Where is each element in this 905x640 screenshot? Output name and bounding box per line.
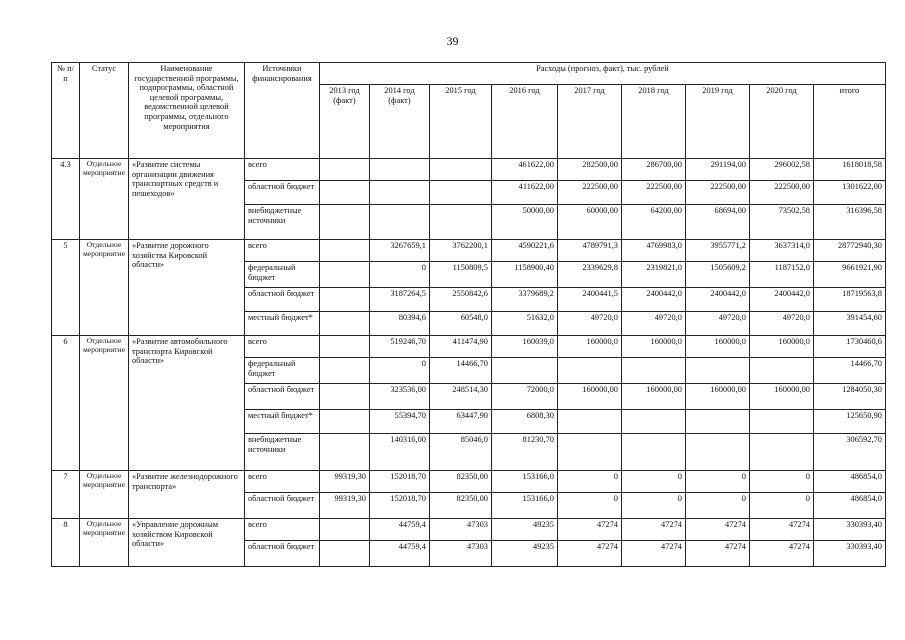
value-cell: 3187264,5: [369, 288, 429, 312]
value-cell: [319, 336, 369, 358]
value-cell: 1187152,0: [749, 262, 813, 288]
row-source: внебюджетные источники: [244, 434, 319, 471]
row-source: местный бюджет*: [244, 312, 319, 336]
row-source: областной бюджет: [244, 288, 319, 312]
value-cell: 1158900,40: [491, 262, 557, 288]
value-cell: [319, 288, 369, 312]
value-cell: 3762200,1: [429, 240, 491, 262]
row-number: 4.3: [52, 159, 80, 240]
table-body: [52, 159, 886, 567]
table-row: [52, 240, 886, 262]
value-cell: 63447,90: [429, 410, 491, 434]
value-cell: 411474,90: [429, 336, 491, 358]
value-cell: 99319,30: [319, 471, 369, 493]
value-cell: 60000,00: [557, 205, 621, 240]
value-cell: 2400442,0: [685, 288, 749, 312]
total-cell: 391454,60: [813, 312, 885, 336]
total-cell: 1730460,6: [813, 336, 885, 358]
value-cell: 0: [369, 358, 429, 384]
value-cell: 0: [621, 471, 685, 493]
row-name: «Развитие системы организации движения транспортных средств и пешеходов»: [128, 159, 244, 240]
total-cell: 486854,0: [813, 493, 885, 519]
value-cell: [685, 410, 749, 434]
value-cell: 81230,70: [491, 434, 557, 471]
header-expenses: Расходы (прогноз, факт), тыс. рублей: [319, 63, 885, 85]
value-cell: 323536,00: [369, 384, 429, 410]
value-cell: 3379689,2: [491, 288, 557, 312]
value-cell: 80394,6: [369, 312, 429, 336]
total-cell: 28772940,30: [813, 240, 885, 262]
header-year: 2019 год: [685, 85, 749, 159]
value-cell: [319, 240, 369, 262]
value-cell: [319, 541, 369, 567]
value-cell: 1150809,5: [429, 262, 491, 288]
value-cell: [557, 358, 621, 384]
value-cell: 47274: [621, 519, 685, 541]
value-cell: 73502,58: [749, 205, 813, 240]
value-cell: 160000,00: [685, 384, 749, 410]
value-cell: [685, 358, 749, 384]
value-cell: 291194,00: [685, 159, 749, 181]
value-cell: 47274: [749, 541, 813, 567]
value-cell: 160000,00: [557, 384, 621, 410]
value-cell: [685, 434, 749, 471]
value-cell: [319, 181, 369, 205]
value-cell: 47274: [685, 541, 749, 567]
header-year: 2018 год: [621, 85, 685, 159]
value-cell: 47274: [685, 519, 749, 541]
row-number: 7: [52, 471, 80, 519]
row-name: «Развитие дорожного хозяйства Кировской области»: [128, 240, 244, 336]
row-source: местный бюджет*: [244, 410, 319, 434]
value-cell: 72000,0: [491, 384, 557, 410]
value-cell: 152018,70: [369, 493, 429, 519]
value-cell: 47274: [557, 541, 621, 567]
page-number: 39: [446, 34, 459, 48]
value-cell: 85046,0: [429, 434, 491, 471]
value-cell: 286700,00: [621, 159, 685, 181]
value-cell: 140316,00: [369, 434, 429, 471]
value-cell: 3267659,1: [369, 240, 429, 262]
value-cell: 0: [685, 493, 749, 519]
value-cell: 0: [621, 493, 685, 519]
value-cell: 160039,0: [491, 336, 557, 358]
table-row: [52, 336, 886, 358]
value-cell: 3637314,0: [749, 240, 813, 262]
value-cell: 0: [557, 471, 621, 493]
value-cell: [319, 205, 369, 240]
table-row: [52, 471, 886, 493]
value-cell: 4769983,0: [621, 240, 685, 262]
value-cell: [749, 358, 813, 384]
row-source: областной бюджет: [244, 384, 319, 410]
value-cell: 14466,70: [429, 358, 491, 384]
value-cell: [557, 434, 621, 471]
value-cell: [749, 434, 813, 471]
header-status: Статус: [80, 63, 129, 159]
value-cell: 411622,00: [491, 181, 557, 205]
value-cell: 0: [685, 471, 749, 493]
header-year: 2017 год: [557, 85, 621, 159]
row-source: областной бюджет: [244, 541, 319, 567]
row-source: федеральный бюджет: [244, 358, 319, 384]
value-cell: [319, 262, 369, 288]
total-cell: 1618018,58: [813, 159, 885, 181]
value-cell: [621, 358, 685, 384]
total-cell: 330393,40: [813, 519, 885, 541]
row-source: всего: [244, 471, 319, 493]
value-cell: 47303: [429, 541, 491, 567]
value-cell: 222500,00: [685, 181, 749, 205]
value-cell: 60548,0: [429, 312, 491, 336]
value-cell: [749, 410, 813, 434]
value-cell: [319, 159, 369, 181]
value-cell: 160000,0: [749, 336, 813, 358]
row-source: всего: [244, 336, 319, 358]
value-cell: 160000,0: [557, 336, 621, 358]
value-cell: 49720,0: [749, 312, 813, 336]
value-cell: 6808,30: [491, 410, 557, 434]
row-source: внебюджетные источники: [244, 205, 319, 240]
value-cell: 152018,70: [369, 471, 429, 493]
header-num: № п/п: [52, 63, 80, 159]
value-cell: 222500,00: [557, 181, 621, 205]
value-cell: 49235: [491, 541, 557, 567]
value-cell: [319, 312, 369, 336]
total-cell: 18719563,8: [813, 288, 885, 312]
value-cell: 49720,0: [557, 312, 621, 336]
value-cell: 160000,00: [621, 384, 685, 410]
row-status: Отдельное мероприятие: [80, 336, 129, 471]
value-cell: [319, 519, 369, 541]
value-cell: 461622,00: [491, 159, 557, 181]
row-source: всего: [244, 519, 319, 541]
table-row: [52, 519, 886, 541]
value-cell: 82350,00: [429, 493, 491, 519]
row-source: федеральный бюджет: [244, 262, 319, 288]
value-cell: 51632,0: [491, 312, 557, 336]
row-source: областной бюджет: [244, 181, 319, 205]
total-cell: 125650,90: [813, 410, 885, 434]
value-cell: 49720,0: [685, 312, 749, 336]
value-cell: 0: [557, 493, 621, 519]
value-cell: 3955771,2: [685, 240, 749, 262]
value-cell: [429, 181, 491, 205]
value-cell: 99319,30: [319, 493, 369, 519]
row-source: всего: [244, 159, 319, 181]
value-cell: 2400441,5: [557, 288, 621, 312]
value-cell: [491, 358, 557, 384]
value-cell: 2550842,6: [429, 288, 491, 312]
row-status: Отдельное мероприятие: [80, 240, 129, 336]
header-sources: Источники финансирования: [244, 63, 319, 159]
row-source: областной бюджет: [244, 493, 319, 519]
total-cell: 306592,70: [813, 434, 885, 471]
value-cell: 4789791,3: [557, 240, 621, 262]
value-cell: 160000,0: [621, 336, 685, 358]
value-cell: 153166,0: [491, 493, 557, 519]
value-cell: 82350,00: [429, 471, 491, 493]
value-cell: [369, 181, 429, 205]
value-cell: 2400442,0: [621, 288, 685, 312]
value-cell: 248514,30: [429, 384, 491, 410]
value-cell: 0: [369, 262, 429, 288]
value-cell: 0: [749, 493, 813, 519]
row-status: Отдельное мероприятие: [80, 159, 129, 240]
row-source: всего: [244, 240, 319, 262]
value-cell: [429, 205, 491, 240]
value-cell: [429, 159, 491, 181]
total-cell: 1301622,00: [813, 181, 885, 205]
header-total: итого: [813, 85, 885, 159]
total-cell: 316396,58: [813, 205, 885, 240]
value-cell: 47303: [429, 519, 491, 541]
value-cell: 64200,00: [621, 205, 685, 240]
row-name: «Развитие железнодорожного транспорта»: [128, 471, 244, 519]
total-cell: 1284050,30: [813, 384, 885, 410]
total-cell: 330393,40: [813, 541, 885, 567]
header-year: 2020 год: [749, 85, 813, 159]
row-status: Отдельное мероприятие: [80, 519, 129, 567]
value-cell: 68694,00: [685, 205, 749, 240]
value-cell: 222500,00: [621, 181, 685, 205]
row-status: Отдельное мероприятие: [80, 471, 129, 519]
value-cell: [369, 205, 429, 240]
value-cell: 50000,00: [491, 205, 557, 240]
total-cell: 486854,0: [813, 471, 885, 493]
value-cell: [369, 159, 429, 181]
value-cell: 2400442,0: [749, 288, 813, 312]
header-name: Наименование государственной программы, подпрограммы, областной целевой программы, ведомственной целевой программы, отдельного мероприятия: [128, 63, 244, 159]
value-cell: 0: [749, 471, 813, 493]
row-number: 8: [52, 519, 80, 567]
value-cell: 44759,4: [369, 541, 429, 567]
value-cell: [621, 434, 685, 471]
value-cell: 160000,00: [749, 384, 813, 410]
value-cell: 47274: [621, 541, 685, 567]
header-year: 2013 год (факт): [319, 85, 369, 159]
value-cell: 282500,00: [557, 159, 621, 181]
value-cell: [319, 384, 369, 410]
value-cell: 153166,0: [491, 471, 557, 493]
header-year: 2015 год: [429, 85, 491, 159]
value-cell: 49720,0: [621, 312, 685, 336]
header-year: 2014 год (факт): [369, 85, 429, 159]
value-cell: 44759,4: [369, 519, 429, 541]
table-row: [52, 159, 886, 181]
value-cell: [319, 358, 369, 384]
value-cell: 55394,70: [369, 410, 429, 434]
value-cell: 519246,70: [369, 336, 429, 358]
value-cell: [557, 410, 621, 434]
value-cell: 47274: [557, 519, 621, 541]
header-year: 2016 год: [491, 85, 557, 159]
row-number: 5: [52, 240, 80, 336]
value-cell: 160000,0: [685, 336, 749, 358]
value-cell: 47274: [749, 519, 813, 541]
value-cell: 296002,58: [749, 159, 813, 181]
value-cell: 4590221,6: [491, 240, 557, 262]
budget-table: [51, 62, 886, 567]
total-cell: 14466,70: [813, 358, 885, 384]
value-cell: [319, 410, 369, 434]
total-cell: 9661921,90: [813, 262, 885, 288]
value-cell: [319, 434, 369, 471]
value-cell: 1505609,2: [685, 262, 749, 288]
value-cell: 2339629,8: [557, 262, 621, 288]
row-number: 6: [52, 336, 80, 471]
value-cell: [621, 410, 685, 434]
value-cell: 49235: [491, 519, 557, 541]
value-cell: 2319821,0: [621, 262, 685, 288]
row-name: «Управление дорожным хозяйством Кировской области»: [128, 519, 244, 567]
value-cell: 222500,00: [749, 181, 813, 205]
row-name: «Развитие автомобильного транспорта Кировской области»: [128, 336, 244, 471]
